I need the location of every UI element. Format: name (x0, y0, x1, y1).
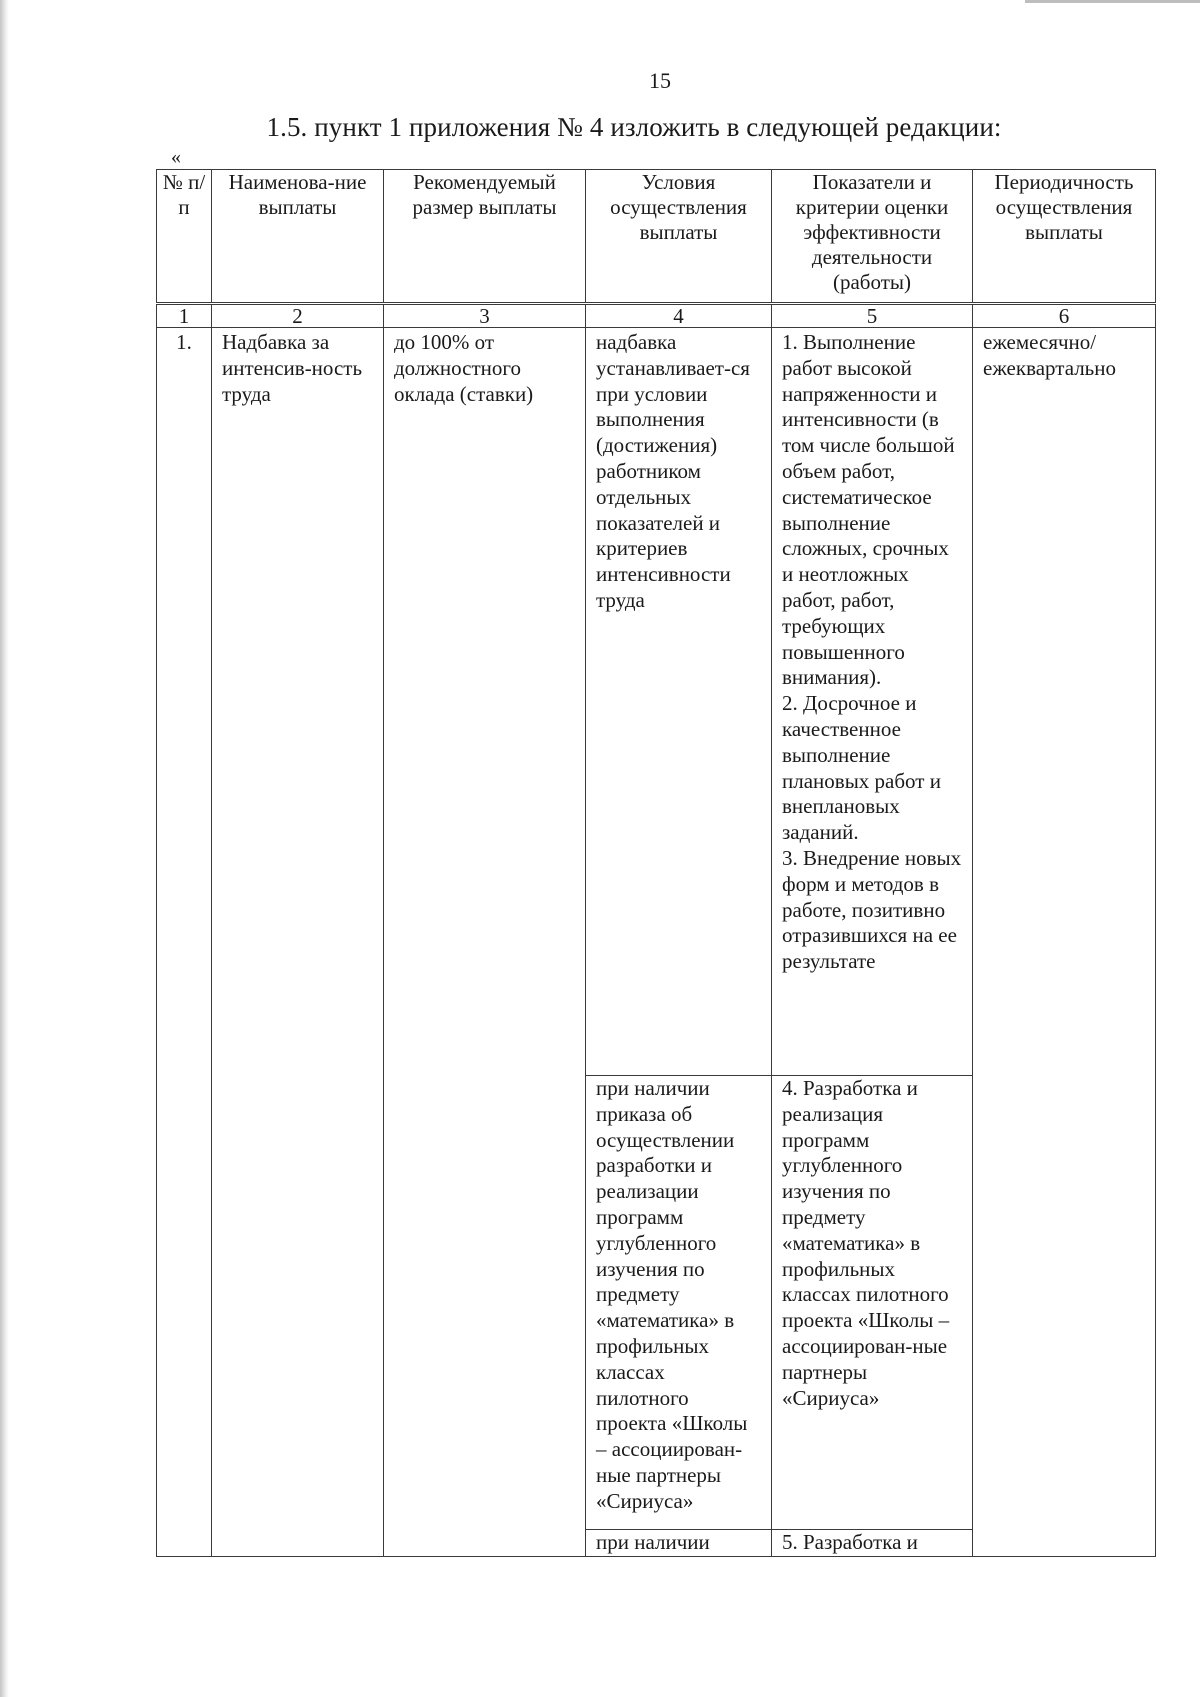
document-heading: 1.5. пункт 1 приложения № 4 изложить в следующей редакции: (266, 112, 1002, 142)
header-cell-criteria: Показатели и критерии оценки эффективности деятельности (работы) (772, 170, 973, 304)
criteria-item: 2. Досрочное и качественное выполнение плановых работ и внеплановых заданий. (782, 691, 941, 845)
header-cell-periodicity: Периодичность осуществления выплаты (973, 170, 1156, 304)
column-number: 2 (212, 304, 384, 328)
column-number: 5 (772, 304, 973, 328)
payment-size-cell: до 100% от должностного оклада (ставки) (384, 328, 586, 1557)
column-number: 4 (586, 304, 772, 328)
criteria-cell: 4. Разработка и реализация программ углубленного изучения по предмету «математика» в профильных классах пилотного проекта «Школы – ассоциирован-ные партнеры «Сириуса» (772, 1076, 973, 1530)
header-cell-name: Наименова-ние выплаты (212, 170, 384, 304)
criteria-item: 3. Внедрение новых форм и методов в работе, позитивно отразившихся на ее результате (782, 845, 962, 974)
header-cell-size: Рекомендуемый размер выплаты (384, 170, 586, 304)
condition-cell: надбавка устанавливает-ся при условии выполнения (достижения) работником отдельных показателей и критериев интенсивности труда (586, 328, 772, 1076)
open-quote-mark: « (171, 146, 181, 168)
condition-cell: при наличии приказа об осуществлении разработки и реализации программ углубленного изучения по предмету «математика» в профильных классах пилотного проекта «Школы – ассоциирован-ные партнеры «Сириуса» (586, 1076, 772, 1530)
periodicity-cell: ежемесячно/ ежеквартально (973, 328, 1156, 1557)
criteria-item: 1. Выполнение работ высокой напряженности и интенсивности (в том числе большой объем работ, систематическое выполнение сложных, срочных и неотложных работ, работ, требующих повышенного внимания). (782, 330, 955, 690)
condition-cell: при наличии (586, 1530, 772, 1557)
page-number: 15 (649, 68, 671, 93)
scan-edge (0, 0, 9, 1697)
column-number: 6 (973, 304, 1156, 328)
header-cell-num: № п/п (157, 170, 212, 304)
table-row (157, 328, 1156, 1076)
column-numbers-row (157, 304, 1156, 328)
payment-name-cell: Надбавка за интенсив-ность труда (212, 328, 384, 1557)
criteria-cell: 5. Разработка и (772, 1530, 973, 1557)
column-number: 3 (384, 304, 586, 328)
scan-edge-top (1025, 0, 1200, 3)
column-number: 1 (157, 304, 212, 328)
row-number-cell: 1. (157, 328, 212, 1557)
table-header-row (157, 170, 1156, 304)
payments-table (156, 169, 1156, 1557)
header-cell-conditions: Условия осуществления выплаты (586, 170, 772, 304)
criteria-cell (772, 328, 973, 1076)
